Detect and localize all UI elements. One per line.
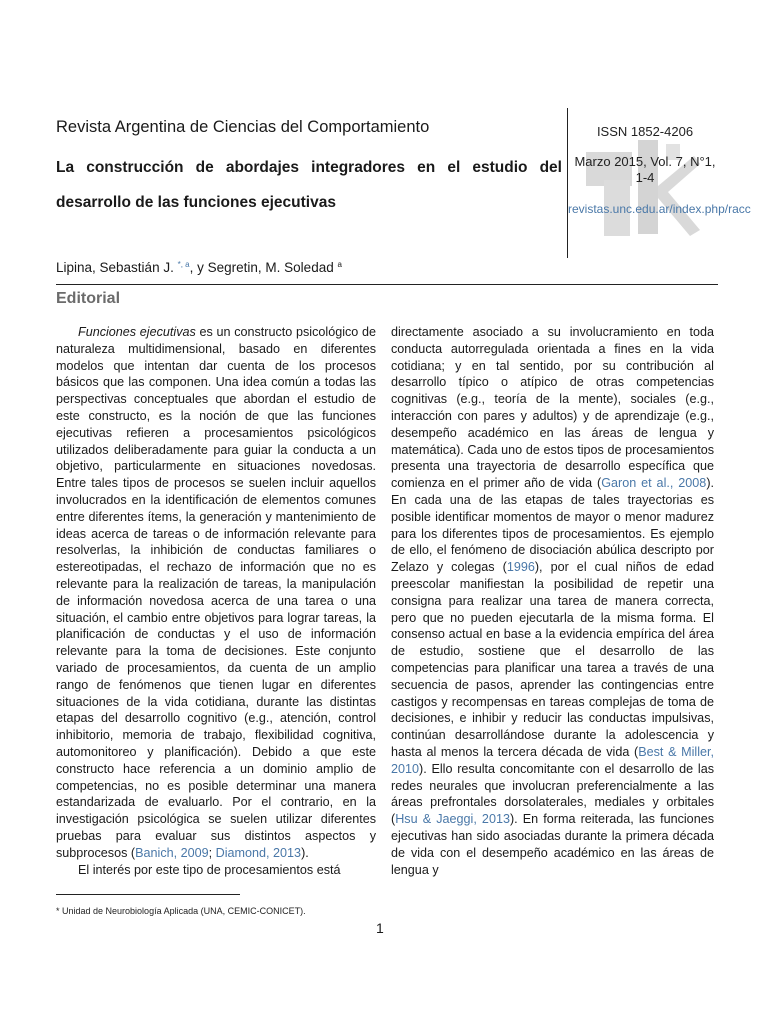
author-name: Lipina, Sebastián J.: [56, 260, 174, 275]
citation-link[interactable]: Diamond, 2013: [215, 845, 302, 860]
paragraph-text: ), por el cual niños de edad preescolar manifiestan la posibilidad de repetir una consigna para realizar una tarea de manera correcta, pero que no pueden ejecutarla de la misma forma. El consenso actual en base a la evidencia empírica del área de estudio, sostiene que el desarrollo de las competencias para planificar una tarea a través de una secuencia de pasos, aprender las contingencias entre castigos y recompensas en tareas complejas de toma de decisiones, e inhibir y reducir las conductas impulsivas, continúan desarrollándose durante la adolescencia y hasta al menos la tercera década de vida (: [391, 560, 714, 759]
journal-name: Revista Argentina de Ciencias del Comportamiento: [56, 118, 430, 136]
issue-info: Marzo 2015, Vol. 7, N°1, 1-4: [574, 154, 716, 185]
paragraph-text: ). Ello resulta concomitante con el desarrollo de las redes neurales que involucran preferencialmente a las áreas prefrontales dorsolaterales, mediales y orbitales (: [391, 761, 714, 827]
paragraph-text: ).: [301, 845, 309, 860]
author-affiliation-mark: a: [337, 260, 342, 269]
author-line: [56, 260, 342, 275]
citation-link[interactable]: Best & Miller, 2010: [391, 744, 714, 776]
footnote-rule: [56, 894, 240, 895]
author-affiliation-mark[interactable]: *, a: [177, 260, 190, 269]
issn: ISSN 1852-4206: [596, 124, 694, 139]
paragraph-text: directamente asociado a su involucramiento en toda conducta autorregulada orientada a fines en la vida cotidiana; y en tal sentido, por su contribución al desarrollo típico o atípico de otras competencias cognitivas (e.g., teoría de la mente), sociales (e.g., interacción con pares y adultos) y de aprendizaje (e.g., desempeño académico en las áreas de lengua y matemática). Cada uno de estos tipos de procesamientos presenta una trayectoria de desarrollo específica que comienza en el primer año de vida (: [391, 325, 714, 491]
citation-link[interactable]: Banich, 2009: [135, 845, 209, 860]
journal-url[interactable]: revistas.unc.edu.ar/index.php/racc: [568, 202, 751, 216]
paragraph-text: ). En forma reiterada, las funciones ejecutivas han sido asociadas durante la primera década de vida con el desempeño académico en las áreas de lengua y: [391, 812, 714, 877]
author-name: Segretin, M. Soledad: [207, 260, 334, 275]
citation-separator: ;: [208, 845, 216, 860]
body-column-left: [56, 324, 376, 878]
paragraph: [391, 324, 714, 878]
journal-logo: [582, 134, 704, 242]
paragraph-text: ). En cada una de las etapas de tales trayectorias es posible identificar momentos de mayor o menor madurez para los diferentes tipos de procesamientos. Es ejemplo de ello, el fenómeno de disociación abúlica descripto por Zelazo y colegas (: [391, 476, 715, 575]
page-number: 1: [376, 920, 384, 936]
paragraph: El interés por este tipo de procesamientos está: [78, 862, 341, 877]
author-separator: , y: [189, 260, 208, 275]
article-title: La construcción de abordajes integradores en el estudio del desarrollo de las funciones ejecutivas: [56, 159, 562, 211]
key-term: Funciones ejecutivas: [78, 325, 196, 339]
section-label: Editorial: [56, 290, 121, 307]
paragraph: [56, 324, 376, 862]
footnote: * Unidad de Neurobiología Aplicada (UNA, CEMIC-CONICET).: [56, 906, 306, 916]
citation-link[interactable]: Hsu & Jaeggi, 2013: [395, 812, 510, 827]
citation-link[interactable]: 1996: [506, 560, 535, 575]
body-column-right: [391, 324, 714, 878]
paragraph-text: es un constructo psicológico de naturaleza multidimensional, basado en diferentes modelos que intentan dar cuenta de los procesos básicos que las componen. Una idea común a todas las perspectivas conceptuales que abordan el estudio de este constructo, es la noción de que las funciones ejecutivas refieren a procesamientos psicológicos utilizados deliberadamente para guiar la conducta a un objetivo, particularmente en situaciones novedosas. Entre tales tipos de procesos se suelen incluir aquellos involucrados en la identificación de elementos comunes entre diferentes ítems, la generación y mantenimiento de ideas acerca de tareas o de información relevante para resolverlas, la inhibición de conductas familiares o estereotipadas, el rechazo de información que no es relevante para la realización de tareas, la manipulación de información novedosa acerca de una tarea o una situación, el cambio entre objetivos para lograr tareas, la planificación de conductas y el uso de información relevante para la toma de decisiones. Este conjunto variado de procesamientos, da cuenta de un amplio rango de fenómenos que tienen lugar en diferentes situaciones de la vida cotidiana, durante las distintas etapas del desarrollo cognitivo (e.g., atención, control inhibitorio, memoria de trabajo, flexibilidad cognitiva, automonitoreo y planificación). Debido a que este constructo hace referencia a un dominio amplio de competencias, no es posible determinar una manera estandarizada de evaluarlo. Por el contrario, en la investigación psicológica se suelen utilizar diferentes pruebas para evaluar sus distintos aspectos y subprocesos (: [56, 325, 377, 860]
citation-link[interactable]: Garon et al., 2008: [601, 476, 707, 491]
section-rule: [56, 284, 718, 285]
